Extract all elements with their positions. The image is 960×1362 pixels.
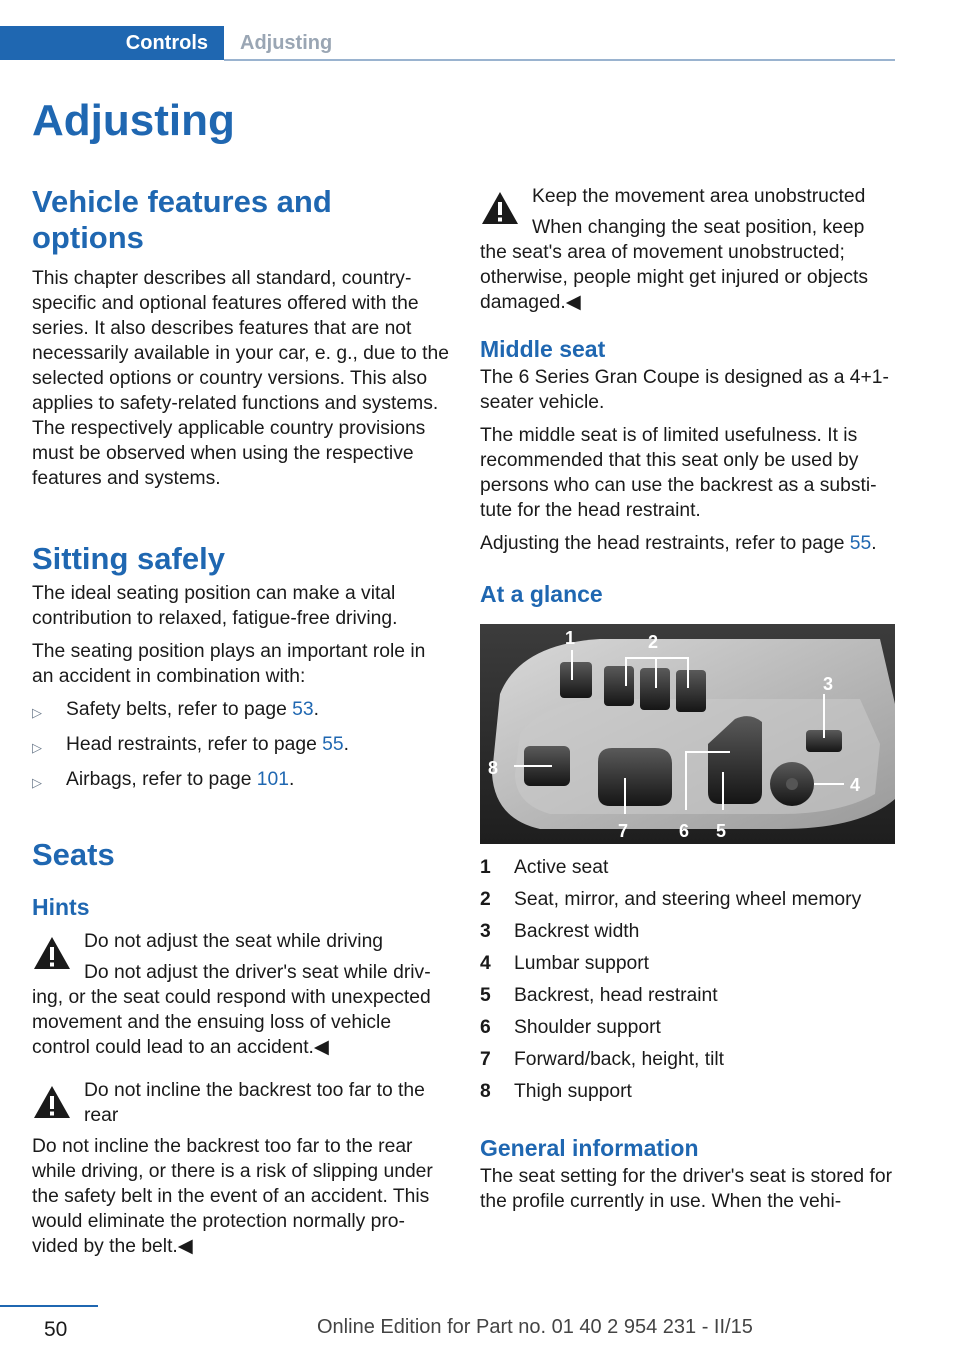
active-seat-button (560, 662, 592, 698)
legend-text: Backrest, head restraint (514, 985, 718, 1006)
triangle-bullet-icon: ▷ (32, 705, 42, 720)
heading-middle-seat: Middle seat (480, 336, 606, 362)
warning-title: Do not incline the backrest too far to the rear (84, 1080, 425, 1126)
paragraph-sitting-1: The ideal seating position can make a vital contribution to relaxed, fatigue-free driving. (32, 583, 398, 629)
paragraph-vehicle-features: This chapter describes all standard, country-specific and optional features offered with the series. It also describes features that are not necessarily available in your car, e. g., due to the selected options or country versions. This also applies to safety-related functions and systems. The respectively applicable country provisions must be observed when using the respective features and systems. (32, 268, 449, 489)
legend-text: Active seat (514, 857, 609, 878)
page-number: 50 (44, 1318, 68, 1341)
warning-icon (32, 935, 72, 971)
page-link[interactable]: 101 (256, 769, 289, 790)
list-item-end: . (313, 699, 319, 720)
legend-number: 4 (480, 953, 491, 974)
memory-button (604, 666, 634, 706)
paragraph-sitting-2: The seating position plays an important role in an accident in combination with: (32, 641, 426, 687)
legend-row (480, 884, 895, 916)
right-column (480, 184, 895, 1214)
figure-label-3: 3 (823, 674, 834, 694)
legend-row (480, 1076, 895, 1108)
triangle-bullet-icon: ▷ (32, 740, 42, 755)
legend-row (480, 916, 895, 948)
warning-icon (480, 190, 520, 226)
legend-number: 8 (480, 1081, 491, 1102)
footer-rule (0, 1305, 98, 1307)
triangle-bullet-icon: ▷ (32, 775, 42, 790)
list-item (32, 697, 450, 725)
memory-button (676, 670, 706, 712)
page-link[interactable]: 55 (322, 734, 344, 755)
legend-row (480, 948, 895, 980)
legend-text: Backrest width (514, 921, 640, 942)
paragraph-general: The seat setting for the driver's seat is stored for the profile currently in use. When the vehi‐ (480, 1166, 892, 1212)
legend-row (480, 1044, 895, 1076)
paragraph-middle-3-text: Adjusting the head restraints, refer to page (480, 533, 850, 554)
paragraph-middle-1: The 6 Series Gran Coupe is designed as a 4+1-seater vehicle. (480, 367, 889, 413)
warning-body-first: When changing the seat position, keep (532, 217, 865, 238)
legend-number: 2 (480, 889, 491, 910)
legend-text: Lumbar support (514, 953, 650, 974)
list-item-end: . (288, 769, 295, 790)
page-link[interactable]: 53 (292, 699, 314, 720)
header-rule (224, 59, 895, 61)
list-item (32, 732, 450, 760)
warning-body: ing, or the seat could respond with unexpected movement and the ensuing loss of vehicle control could lead to an accident.◀ (32, 987, 431, 1058)
list-item-text: Head restraints, refer to page (66, 734, 323, 755)
figure-label-6: 6 (679, 821, 690, 841)
page-title: Adjusting (32, 96, 235, 145)
legend-text: Shoulder support (514, 1017, 661, 1038)
legend-number: 6 (480, 1017, 491, 1038)
warning-title: Keep the movement area unobstructed (532, 186, 866, 207)
figure-label-8: 8 (488, 758, 499, 778)
paragraph-middle-2: The middle seat is of limited usefulness. It is recommended that this seat only be used by persons who can use the backrest as a substi‐tute for the head restraint. (480, 425, 877, 521)
heading-seats: Seats (32, 837, 115, 872)
figure-label-1: 1 (565, 628, 576, 648)
legend-row (480, 852, 895, 884)
legend-number: 1 (480, 857, 491, 878)
seat-adjust-switch (598, 748, 672, 806)
warning-body: Do not incline the backrest too far to the rear while driving, or there is a risk of slipping under the safety belt in the event of an accident. This would eliminate the protection normally pro‐vided by the belt.◀ (32, 1136, 433, 1257)
paragraph-middle-3: Adjusting the head restraints, refer to page 55. (480, 533, 877, 554)
legend-number: 3 (480, 921, 491, 942)
tab-adjusting[interactable]: Adjusting (240, 31, 333, 54)
warning-box (480, 184, 895, 315)
warning-box (32, 929, 450, 1060)
legend-row (480, 980, 895, 1012)
heading-at-a-glance: At a glance (480, 581, 603, 607)
heading-vehicle-features: Vehicle features and options (32, 184, 332, 255)
page-link[interactable]: 55 (849, 533, 872, 554)
chapter-header (0, 26, 895, 62)
legend-number: 5 (480, 985, 491, 1006)
reference-list (32, 697, 450, 795)
list-item-end: . (343, 734, 349, 755)
legend-text: Seat, mirror, and steering wheel memory (514, 889, 862, 910)
warning-box (32, 1078, 450, 1259)
legend-text: Thigh support (514, 1081, 632, 1102)
heading-general-information: General information (480, 1135, 699, 1161)
warning-icon (32, 1084, 72, 1120)
legend-text: Forward/back, height, tilt (514, 1049, 725, 1070)
list-item-text: Airbags, refer to page (66, 769, 257, 790)
warning-title: Do not adjust the seat while driving (84, 931, 384, 952)
left-column (32, 184, 450, 1259)
warning-body: the seat's area of movement unobstructed; otherwise, people might get injured or objects damaged.◀ (480, 242, 868, 313)
figure-label-5: 5 (716, 821, 727, 841)
edition-note: Online Edition for Part no. 01 40 2 954 231 - II/15 (317, 1316, 753, 1338)
figure-label-4: 4 (850, 775, 861, 795)
warning-body-first: Do not adjust the driver's seat while driv‐ (84, 962, 431, 983)
list-item-text: Safety belts, refer to page (66, 699, 293, 720)
seat-controls-figure (480, 624, 895, 844)
list-item (32, 767, 450, 795)
tab-controls[interactable]: Controls (0, 26, 224, 60)
figure-legend (480, 852, 895, 1108)
heading-hints: Hints (32, 894, 90, 920)
legend-number: 7 (480, 1049, 491, 1070)
figure-label-2: 2 (648, 632, 659, 652)
figure-label-7: 7 (618, 821, 629, 841)
heading-sitting-safely: Sitting safely (32, 541, 225, 576)
legend-row (480, 1012, 895, 1044)
